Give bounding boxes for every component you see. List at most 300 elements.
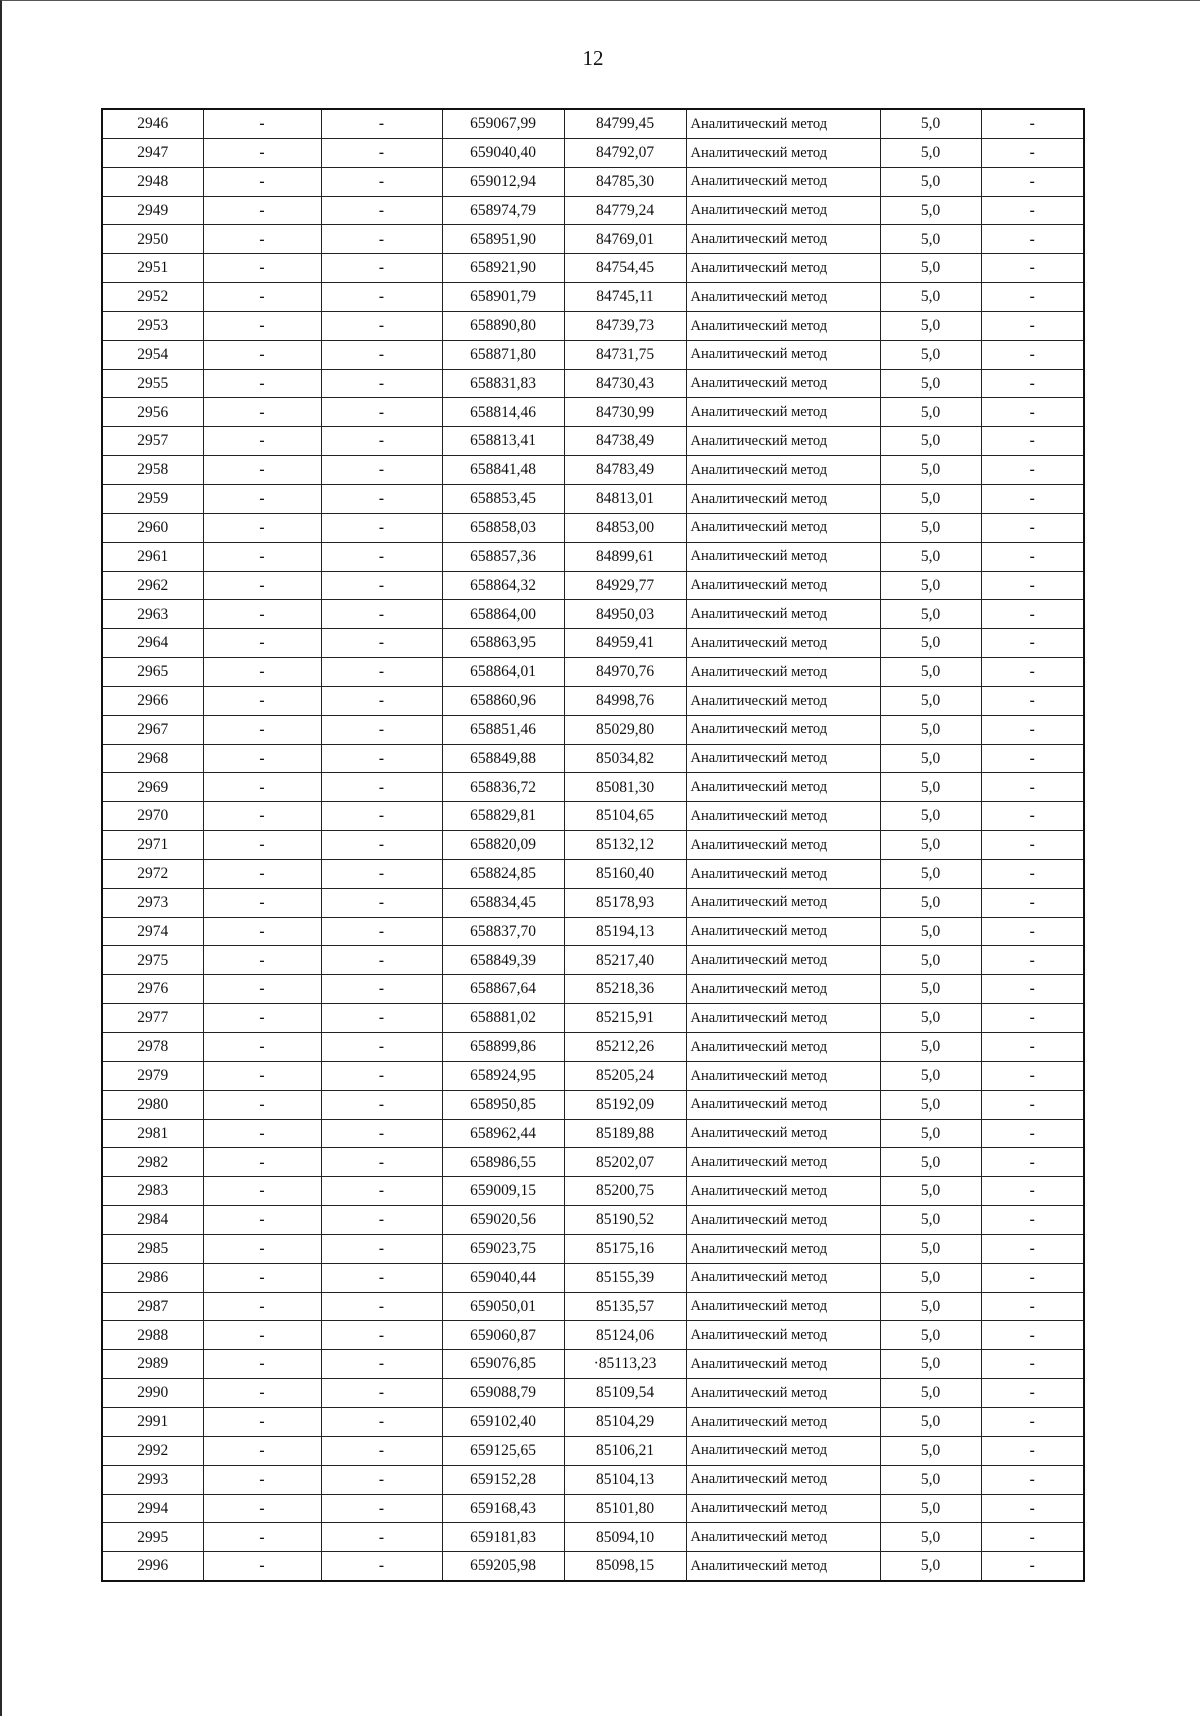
col2-cell: - — [203, 1292, 321, 1321]
col3-cell: - — [321, 1061, 442, 1090]
x-coordinate-cell: 658871,80 — [442, 340, 564, 369]
table-row — [102, 1234, 1084, 1263]
col2-cell: - — [203, 1148, 321, 1177]
point-number-cell: 2979 — [102, 1061, 203, 1090]
y-coordinate-cell: 85098,15 — [564, 1552, 686, 1581]
method-cell: Аналитический метод — [686, 340, 880, 369]
col8-cell: - — [981, 946, 1084, 975]
col2-cell: - — [203, 1119, 321, 1148]
col8-cell: - — [981, 1321, 1084, 1350]
col8-cell: - — [981, 427, 1084, 456]
col3-cell: - — [321, 975, 442, 1004]
table-row — [102, 1004, 1084, 1033]
col3-cell: - — [321, 340, 442, 369]
point-number-cell: 2984 — [102, 1206, 203, 1235]
y-coordinate-cell: 84792,07 — [564, 138, 686, 167]
col8-cell: - — [981, 658, 1084, 687]
point-number-cell: 2953 — [102, 311, 203, 340]
page-number: 12 — [582, 46, 604, 70]
col2-cell: - — [203, 975, 321, 1004]
table-row — [102, 484, 1084, 513]
x-coordinate-cell: 659060,87 — [442, 1321, 564, 1350]
col8-cell: - — [981, 225, 1084, 254]
col2-cell: - — [203, 1061, 321, 1090]
x-coordinate-cell: 659067,99 — [442, 109, 564, 138]
point-number-cell: 2976 — [102, 975, 203, 1004]
table-row — [102, 859, 1084, 888]
point-number-cell: 2988 — [102, 1321, 203, 1350]
col2-cell: - — [203, 109, 321, 138]
col3-cell: - — [321, 831, 442, 860]
table-row — [102, 1119, 1084, 1148]
method-cell: Аналитический метод — [686, 1206, 880, 1235]
accuracy-cell: 5,0 — [880, 1321, 981, 1350]
x-coordinate-cell: 658858,03 — [442, 513, 564, 542]
table-row — [102, 1494, 1084, 1523]
col8-cell: - — [981, 138, 1084, 167]
method-cell: Аналитический метод — [686, 1148, 880, 1177]
point-number-cell: 2947 — [102, 138, 203, 167]
y-coordinate-cell: 84783,49 — [564, 456, 686, 485]
col3-cell: - — [321, 1206, 442, 1235]
x-coordinate-cell: 658863,95 — [442, 629, 564, 658]
point-number-cell: 2958 — [102, 456, 203, 485]
accuracy-cell: 5,0 — [880, 225, 981, 254]
point-number-cell: 2956 — [102, 398, 203, 427]
accuracy-cell: 5,0 — [880, 542, 981, 571]
col8-cell: - — [981, 888, 1084, 917]
accuracy-cell: 5,0 — [880, 254, 981, 283]
method-cell: Аналитический метод — [686, 398, 880, 427]
method-cell: Аналитический метод — [686, 1033, 880, 1062]
table-row — [102, 369, 1084, 398]
col2-cell: - — [203, 283, 321, 312]
y-coordinate-cell: 85109,54 — [564, 1379, 686, 1408]
col8-cell: - — [981, 1465, 1084, 1494]
col2-cell: - — [203, 629, 321, 658]
method-cell: Аналитический метод — [686, 571, 880, 600]
point-number-cell: 2972 — [102, 859, 203, 888]
y-coordinate-cell: 85124,06 — [564, 1321, 686, 1350]
point-number-cell: 2995 — [102, 1523, 203, 1552]
method-cell: Аналитический метод — [686, 629, 880, 658]
y-coordinate-cell: 84754,45 — [564, 254, 686, 283]
method-cell: Аналитический метод — [686, 1004, 880, 1033]
col2-cell: - — [203, 1350, 321, 1379]
accuracy-cell: 5,0 — [880, 484, 981, 513]
col8-cell: - — [981, 715, 1084, 744]
x-coordinate-cell: 658853,45 — [442, 484, 564, 513]
col2-cell: - — [203, 946, 321, 975]
table-row — [102, 225, 1084, 254]
point-number-cell: 2987 — [102, 1292, 203, 1321]
col3-cell: - — [321, 1148, 442, 1177]
accuracy-cell: 5,0 — [880, 196, 981, 225]
method-cell: Аналитический метод — [686, 686, 880, 715]
x-coordinate-cell: 659181,83 — [442, 1523, 564, 1552]
accuracy-cell: 5,0 — [880, 802, 981, 831]
col3-cell: - — [321, 600, 442, 629]
col2-cell: - — [203, 340, 321, 369]
accuracy-cell: 5,0 — [880, 1263, 981, 1292]
accuracy-cell: 5,0 — [880, 369, 981, 398]
point-number-cell: 2951 — [102, 254, 203, 283]
point-number-cell: 2957 — [102, 427, 203, 456]
y-coordinate-cell: 84959,41 — [564, 629, 686, 658]
point-number-cell: 2963 — [102, 600, 203, 629]
x-coordinate-cell: 658837,70 — [442, 917, 564, 946]
method-cell: Аналитический метод — [686, 1177, 880, 1206]
method-cell: Аналитический метод — [686, 1234, 880, 1263]
col3-cell: - — [321, 311, 442, 340]
accuracy-cell: 5,0 — [880, 686, 981, 715]
y-coordinate-cell: 85215,91 — [564, 1004, 686, 1033]
col3-cell: - — [321, 1234, 442, 1263]
col2-cell: - — [203, 802, 321, 831]
col2-cell: - — [203, 1494, 321, 1523]
table-row — [102, 542, 1084, 571]
col3-cell: - — [321, 167, 442, 196]
point-number-cell: 2960 — [102, 513, 203, 542]
col2-cell: - — [203, 600, 321, 629]
point-number-cell: 2967 — [102, 715, 203, 744]
y-coordinate-cell: 84745,11 — [564, 283, 686, 312]
x-coordinate-cell: 658864,00 — [442, 600, 564, 629]
point-number-cell: 2974 — [102, 917, 203, 946]
accuracy-cell: 5,0 — [880, 1004, 981, 1033]
accuracy-cell: 5,0 — [880, 1206, 981, 1235]
y-coordinate-cell: 85034,82 — [564, 744, 686, 773]
accuracy-cell: 5,0 — [880, 513, 981, 542]
point-number-cell: 2996 — [102, 1552, 203, 1581]
y-coordinate-cell: 84738,49 — [564, 427, 686, 456]
y-coordinate-cell: 84739,73 — [564, 311, 686, 340]
method-cell: Аналитический метод — [686, 138, 880, 167]
y-coordinate-cell: 85094,10 — [564, 1523, 686, 1552]
col3-cell: - — [321, 1523, 442, 1552]
x-coordinate-cell: 658924,95 — [442, 1061, 564, 1090]
table-row — [102, 254, 1084, 283]
table-row — [102, 1177, 1084, 1206]
col3-cell: - — [321, 283, 442, 312]
point-number-cell: 2993 — [102, 1465, 203, 1494]
x-coordinate-cell: 658857,36 — [442, 542, 564, 571]
x-coordinate-cell: 659205,98 — [442, 1552, 564, 1581]
accuracy-cell: 5,0 — [880, 917, 981, 946]
y-coordinate-cell: 85202,07 — [564, 1148, 686, 1177]
table-row — [102, 1321, 1084, 1350]
col8-cell: - — [981, 686, 1084, 715]
y-coordinate-cell: 85200,75 — [564, 1177, 686, 1206]
y-coordinate-cell: 85178,93 — [564, 888, 686, 917]
point-number-cell: 2969 — [102, 773, 203, 802]
x-coordinate-cell: 659125,65 — [442, 1436, 564, 1465]
point-number-cell: 2992 — [102, 1436, 203, 1465]
col8-cell: - — [981, 311, 1084, 340]
col2-cell: - — [203, 773, 321, 802]
y-coordinate-cell: 84970,76 — [564, 658, 686, 687]
method-cell: Аналитический метод — [686, 1061, 880, 1090]
table-row — [102, 109, 1084, 138]
x-coordinate-cell: 659040,44 — [442, 1263, 564, 1292]
col3-cell: - — [321, 686, 442, 715]
method-cell: Аналитический метод — [686, 283, 880, 312]
method-cell: Аналитический метод — [686, 1263, 880, 1292]
x-coordinate-cell: 659009,15 — [442, 1177, 564, 1206]
col2-cell: - — [203, 369, 321, 398]
accuracy-cell: 5,0 — [880, 1292, 981, 1321]
col8-cell: - — [981, 167, 1084, 196]
y-coordinate-cell: 85160,40 — [564, 859, 686, 888]
point-number-cell: 2954 — [102, 340, 203, 369]
col3-cell: - — [321, 1004, 442, 1033]
table-row — [102, 1206, 1084, 1235]
y-coordinate-cell: 85104,29 — [564, 1407, 686, 1436]
x-coordinate-cell: 658890,80 — [442, 311, 564, 340]
x-coordinate-cell: 658986,55 — [442, 1148, 564, 1177]
accuracy-cell: 5,0 — [880, 1436, 981, 1465]
y-coordinate-cell: 85205,24 — [564, 1061, 686, 1090]
method-cell: Аналитический метод — [686, 1523, 880, 1552]
col2-cell: - — [203, 831, 321, 860]
table-row — [102, 571, 1084, 600]
col2-cell: - — [203, 1523, 321, 1552]
col8-cell: - — [981, 600, 1084, 629]
y-coordinate-cell: 85101,80 — [564, 1494, 686, 1523]
col8-cell: - — [981, 1523, 1084, 1552]
col2-cell: - — [203, 917, 321, 946]
accuracy-cell: 5,0 — [880, 773, 981, 802]
table-row — [102, 513, 1084, 542]
x-coordinate-cell: 659020,56 — [442, 1206, 564, 1235]
col8-cell: - — [981, 571, 1084, 600]
col8-cell: - — [981, 1263, 1084, 1292]
col8-cell: - — [981, 542, 1084, 571]
col8-cell: - — [981, 340, 1084, 369]
point-number-cell: 2975 — [102, 946, 203, 975]
y-coordinate-cell: 84730,43 — [564, 369, 686, 398]
col3-cell: - — [321, 773, 442, 802]
col8-cell: - — [981, 859, 1084, 888]
col2-cell: - — [203, 715, 321, 744]
method-cell: Аналитический метод — [686, 946, 880, 975]
y-coordinate-cell: 85104,13 — [564, 1465, 686, 1494]
x-coordinate-cell: 658836,72 — [442, 773, 564, 802]
point-number-cell: 2968 — [102, 744, 203, 773]
col3-cell: - — [321, 571, 442, 600]
method-cell: Аналитический метод — [686, 715, 880, 744]
col8-cell: - — [981, 1436, 1084, 1465]
x-coordinate-cell: 658864,01 — [442, 658, 564, 687]
accuracy-cell: 5,0 — [880, 975, 981, 1004]
point-number-cell: 2981 — [102, 1119, 203, 1148]
col3-cell: - — [321, 369, 442, 398]
table-row — [102, 946, 1084, 975]
table-row — [102, 456, 1084, 485]
col8-cell: - — [981, 1090, 1084, 1119]
x-coordinate-cell: 659168,43 — [442, 1494, 564, 1523]
col3-cell: - — [321, 802, 442, 831]
accuracy-cell: 5,0 — [880, 715, 981, 744]
method-cell: Аналитический метод — [686, 109, 880, 138]
col3-cell: - — [321, 658, 442, 687]
col8-cell: - — [981, 484, 1084, 513]
table-row — [102, 1033, 1084, 1062]
method-cell: Аналитический метод — [686, 311, 880, 340]
y-coordinate-cell: 84929,77 — [564, 571, 686, 600]
table-row — [102, 283, 1084, 312]
col2-cell: - — [203, 744, 321, 773]
col2-cell: - — [203, 1234, 321, 1263]
accuracy-cell: 5,0 — [880, 1033, 981, 1062]
table-row — [102, 1350, 1084, 1379]
col3-cell: - — [321, 715, 442, 744]
col8-cell: - — [981, 196, 1084, 225]
col2-cell: - — [203, 1379, 321, 1408]
y-coordinate-cell: 84769,01 — [564, 225, 686, 254]
col8-cell: - — [981, 513, 1084, 542]
point-number-cell: 2962 — [102, 571, 203, 600]
x-coordinate-cell: 659023,75 — [442, 1234, 564, 1263]
method-cell: Аналитический метод — [686, 1552, 880, 1581]
x-coordinate-cell: 658962,44 — [442, 1119, 564, 1148]
col8-cell: - — [981, 802, 1084, 831]
col8-cell: - — [981, 456, 1084, 485]
point-number-cell: 2964 — [102, 629, 203, 658]
accuracy-cell: 5,0 — [880, 1523, 981, 1552]
table-row — [102, 1061, 1084, 1090]
col8-cell: - — [981, 831, 1084, 860]
table-row — [102, 629, 1084, 658]
method-cell: Аналитический метод — [686, 1407, 880, 1436]
col2-cell: - — [203, 658, 321, 687]
table-row — [102, 1465, 1084, 1494]
col3-cell: - — [321, 917, 442, 946]
col3-cell: - — [321, 196, 442, 225]
y-coordinate-cell: 85106,21 — [564, 1436, 686, 1465]
x-coordinate-cell: 659040,40 — [442, 138, 564, 167]
col2-cell: - — [203, 542, 321, 571]
y-coordinate-cell: 84813,01 — [564, 484, 686, 513]
col3-cell: - — [321, 225, 442, 254]
method-cell: Аналитический метод — [686, 975, 880, 1004]
col3-cell: - — [321, 1090, 442, 1119]
col2-cell: - — [203, 513, 321, 542]
point-number-cell: 2990 — [102, 1379, 203, 1408]
col8-cell: - — [981, 1033, 1084, 1062]
x-coordinate-cell: 658849,39 — [442, 946, 564, 975]
method-cell: Аналитический метод — [686, 917, 880, 946]
y-coordinate-cell: 85189,88 — [564, 1119, 686, 1148]
y-coordinate-cell: 85218,36 — [564, 975, 686, 1004]
col2-cell: - — [203, 1407, 321, 1436]
method-cell: Аналитический метод — [686, 1321, 880, 1350]
x-coordinate-cell: 658849,88 — [442, 744, 564, 773]
point-number-cell: 2994 — [102, 1494, 203, 1523]
col2-cell: - — [203, 1004, 321, 1033]
col3-cell: - — [321, 513, 442, 542]
method-cell: Аналитический метод — [686, 1465, 880, 1494]
accuracy-cell: 5,0 — [880, 744, 981, 773]
col8-cell: - — [981, 1177, 1084, 1206]
y-coordinate-cell: 85217,40 — [564, 946, 686, 975]
x-coordinate-cell: 658951,90 — [442, 225, 564, 254]
method-cell: Аналитический метод — [686, 1292, 880, 1321]
col3-cell: - — [321, 946, 442, 975]
col2-cell: - — [203, 686, 321, 715]
point-number-cell: 2983 — [102, 1177, 203, 1206]
method-cell: Аналитический метод — [686, 831, 880, 860]
table-row — [102, 1552, 1084, 1581]
x-coordinate-cell: 658867,64 — [442, 975, 564, 1004]
col3-cell: - — [321, 1465, 442, 1494]
col2-cell: - — [203, 225, 321, 254]
accuracy-cell: 5,0 — [880, 1148, 981, 1177]
col8-cell: - — [981, 1407, 1084, 1436]
method-cell: Аналитический метод — [686, 196, 880, 225]
col3-cell: - — [321, 1033, 442, 1062]
method-cell: Аналитический метод — [686, 1379, 880, 1408]
point-number-cell: 2978 — [102, 1033, 203, 1062]
point-number-cell: 2965 — [102, 658, 203, 687]
accuracy-cell: 5,0 — [880, 1465, 981, 1494]
x-coordinate-cell: 659152,28 — [442, 1465, 564, 1494]
point-number-cell: 2952 — [102, 283, 203, 312]
accuracy-cell: 5,0 — [880, 456, 981, 485]
x-coordinate-cell: 658851,46 — [442, 715, 564, 744]
col2-cell: - — [203, 1436, 321, 1465]
table-row — [102, 196, 1084, 225]
col3-cell: - — [321, 542, 442, 571]
x-coordinate-cell: 658831,83 — [442, 369, 564, 398]
point-number-cell: 2980 — [102, 1090, 203, 1119]
method-cell: Аналитический метод — [686, 1119, 880, 1148]
col3-cell: - — [321, 398, 442, 427]
method-cell: Аналитический метод — [686, 1436, 880, 1465]
col3-cell: - — [321, 1292, 442, 1321]
x-coordinate-cell: 659088,79 — [442, 1379, 564, 1408]
y-coordinate-cell: 84853,00 — [564, 513, 686, 542]
col3-cell: - — [321, 1552, 442, 1581]
accuracy-cell: 5,0 — [880, 1090, 981, 1119]
col2-cell: - — [203, 311, 321, 340]
x-coordinate-cell: 659076,85 — [442, 1350, 564, 1379]
col8-cell: - — [981, 283, 1084, 312]
col2-cell: - — [203, 427, 321, 456]
col2-cell: - — [203, 167, 321, 196]
y-coordinate-cell: 84998,76 — [564, 686, 686, 715]
x-coordinate-cell: 658820,09 — [442, 831, 564, 860]
accuracy-cell: 5,0 — [880, 109, 981, 138]
accuracy-cell: 5,0 — [880, 600, 981, 629]
accuracy-cell: 5,0 — [880, 311, 981, 340]
accuracy-cell: 5,0 — [880, 1234, 981, 1263]
x-coordinate-cell: 658860,96 — [442, 686, 564, 715]
col8-cell: - — [981, 398, 1084, 427]
col8-cell: - — [981, 1061, 1084, 1090]
table-row — [102, 773, 1084, 802]
point-number-cell: 2986 — [102, 1263, 203, 1292]
x-coordinate-cell: 659050,01 — [442, 1292, 564, 1321]
table-row — [102, 340, 1084, 369]
col8-cell: - — [981, 975, 1084, 1004]
method-cell: Аналитический метод — [686, 427, 880, 456]
col3-cell: - — [321, 629, 442, 658]
table-row — [102, 600, 1084, 629]
col2-cell: - — [203, 398, 321, 427]
point-number-cell: 2959 — [102, 484, 203, 513]
table-row — [102, 1263, 1084, 1292]
